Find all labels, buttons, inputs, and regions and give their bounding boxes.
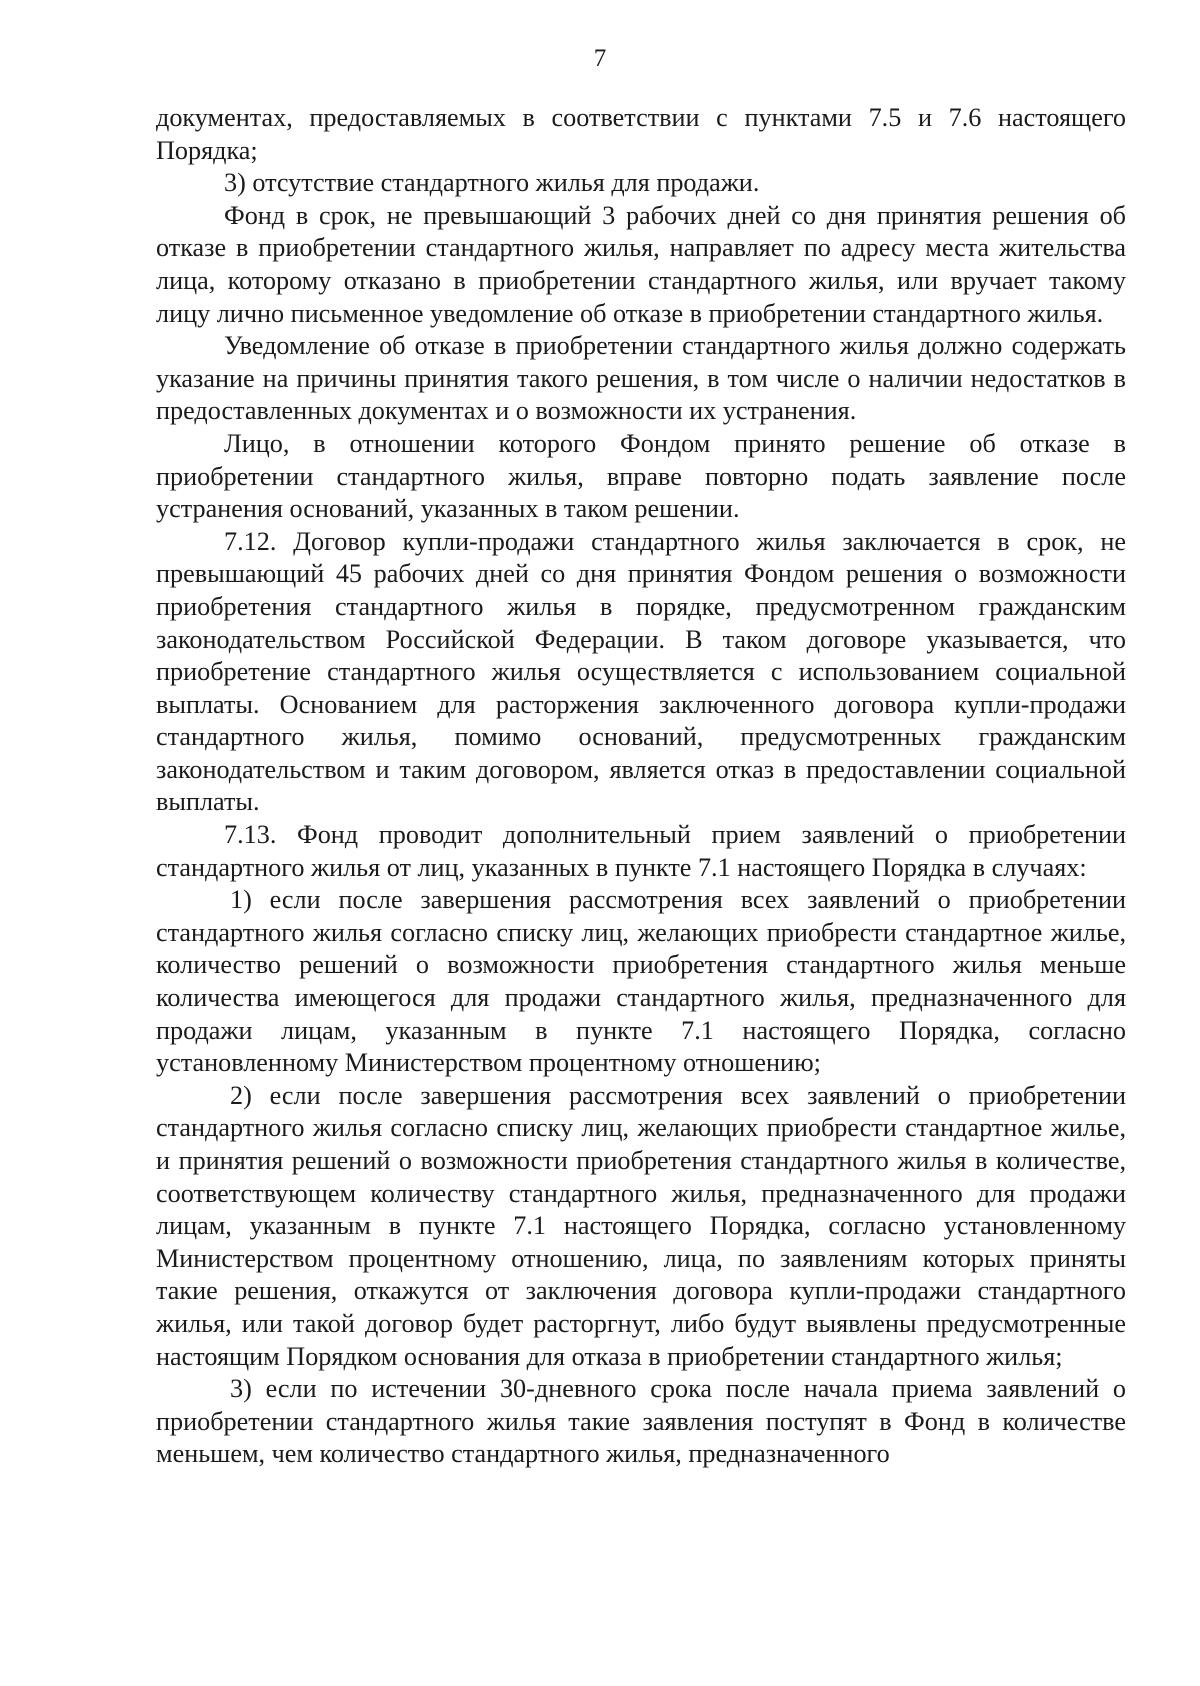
paragraph-reapply: Лицо, в отношении которого Фондом принято решение об отказе в приобретении стандартного жилья, вправе повторно подать заявление после устранения оснований, указанных в таком решении. <box>156 428 1126 524</box>
paragraph-7-12: 7.12. Договор купли-продажи стандартного жилья заключается в срок, не превышающий 45 рабочих дней со дня принятия Фондом решения о возможности приобретения стандартного жилья в порядке, предусмотренном гражданским законодательством Российской Федерации. В таком договоре указывается, что приобретение стандартного жилья осуществляется с использованием социальной выплаты. Основанием для расторжения заключенного договора купли-продажи стандартного жилья, помимо оснований, предусмотренных гражданским законодательством и таким договором, является отказ в предоставлении социальной выплаты. <box>156 526 1126 817</box>
paragraph-continuation: документах, предоставляемых в соответствии с пунктами 7.5 и 7.6 настоящего Порядка; <box>156 103 1126 165</box>
paragraph-item-3-no-housing: 3) отсутствие стандартного жилья для продажи. <box>224 168 760 198</box>
page-number: 7 <box>593 45 607 72</box>
paragraph-7-13-item-1: 1) если после завершения рассмотрения всех заявлений о приобретении стандартного жилья согласно списку лиц, желающих приобрести стандартное жилье, количество решений о возможности приобретения стандартного жилья меньше количества имеющегося для продажи стандартного жилья, предназначенного для продажи лицам, указанным в пункте 7.1 настоящего Порядка, согласно установленному Министерством процентному отношению; <box>156 885 1126 1078</box>
paragraph-7-13-item-2: 2) если после завершения рассмотрения всех заявлений о приобретении стандартного жилья согласно списку лиц, желающих приобрести стандартное жилье, и принятия решений о возможности приобретения стандартного жилья в количестве, соответствующем количеству стандартного жилья, предназначенного для продажи лицам, указанным в пункте 7.1 настоящего Порядка, согласно установленному Министерством процентному отношению, лица, по заявлениям которых приняты такие решения, откажутся от заключения договора купли-продажи стандартного жилья, или такой договор будет расторгнут, либо будут выявлены предусмотренные настоящим Порядком основания для отказа в приобретении стандартного жилья; <box>156 1080 1126 1371</box>
paragraph-refusal-notice-content: Уведомление об отказе в приобретении стандартного жилья должно содержать указание на причины принятия такого решения, в том числе о наличии недостатков в предоставленных документах и о возможности их устранения. <box>156 331 1126 426</box>
paragraph-fund-notice: Фонд в срок, не превышающий 3 рабочих дней со дня принятия решения об отказе в приобретении стандартного жилья, направляет по адресу места жительства лица, которому отказано в приобретении стандартного жилья, или вручает такому лицу лично письменное уведомление об отказе в приобретении стандартного жилья. <box>156 200 1126 328</box>
document-body <box>156 102 1126 1471</box>
paragraph-7-13: 7.13. Фонд проводит дополнительный прием заявлений о приобретении стандартного жилья от лиц, указанных в пункте 7.1 настоящего Порядка в случаях: <box>156 820 1126 882</box>
paragraph-7-13-item-3: 3) если по истечении 30-дневного срока после начала приема заявлений о приобретении стандартного жилья такие заявления поступят в Фонд в количестве меньшем, чем количество стандартного жилья, предназначенного <box>156 1374 1126 1469</box>
